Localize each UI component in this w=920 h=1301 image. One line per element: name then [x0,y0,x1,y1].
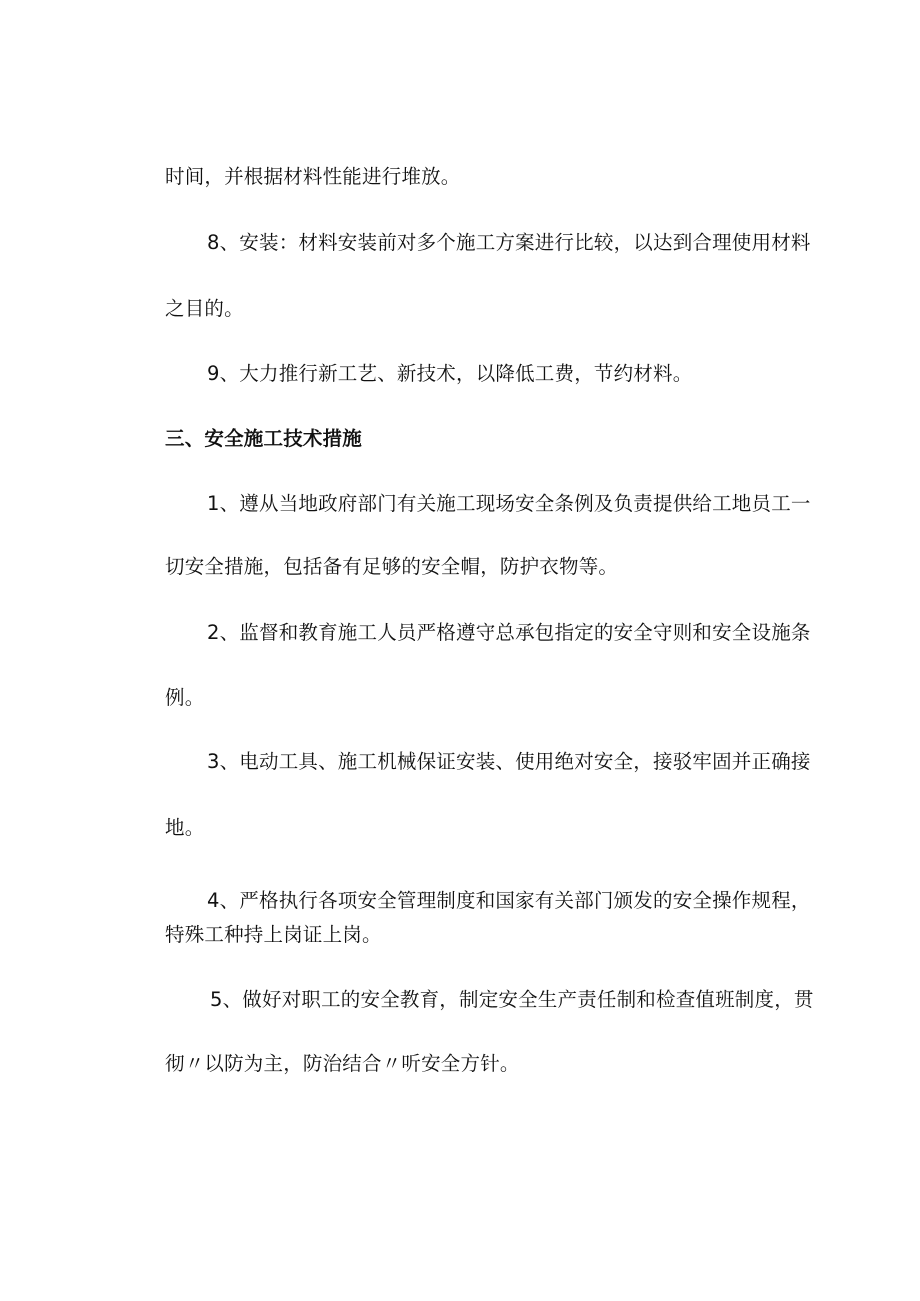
safety-item-1-line-2: 切安全措施，包括备有足够的安全帽，防护衣物等。 [165,555,619,578]
section-heading: 三、安全施工技术措施 [165,427,363,450]
safety-item-5-line-1: 5、做好对职工的安全教育，制定安全生产责任制和检查值班制度，贯 [210,988,814,1011]
safety-item-1-line-1: 1、遵从当地政府部门有关施工现场安全条例及负责提供给工地员工一 [207,492,811,515]
item-8-line-2: 之目的。 [165,297,244,320]
safety-item-2-line-2: 例。 [165,686,205,709]
item-8-line-1: 8、安装：材料安装前对多个施工方案进行比较，以达到合理使用材料 [207,231,811,254]
safety-item-3-line-1: 3、电动工具、施工机械保证安装、使用绝对安全，接驳牢固并正确接 [207,750,811,773]
safety-item-3-line-2: 地。 [165,816,205,839]
safety-item-5-line-2: 彻〃以防为主，防治结合〃听安全方针。 [165,1052,520,1075]
safety-item-2-line-1: 2、监督和教育施工人员严格遵守总承包指定的安全守则和安全设施条 [207,621,811,644]
paragraph-continuation-line: 时间，并根据材料性能进行堆放。 [165,165,461,188]
safety-item-4-line-1: 4、严格执行各项安全管理制度和国家有关部门颁发的安全操作规程， [207,889,811,912]
safety-item-4-line-2: 特殊工种持上岗证上岗。 [165,923,382,946]
item-9-line-1: 9、大力推行新工艺、新技术，以降低工费，节约材料。 [207,362,693,385]
